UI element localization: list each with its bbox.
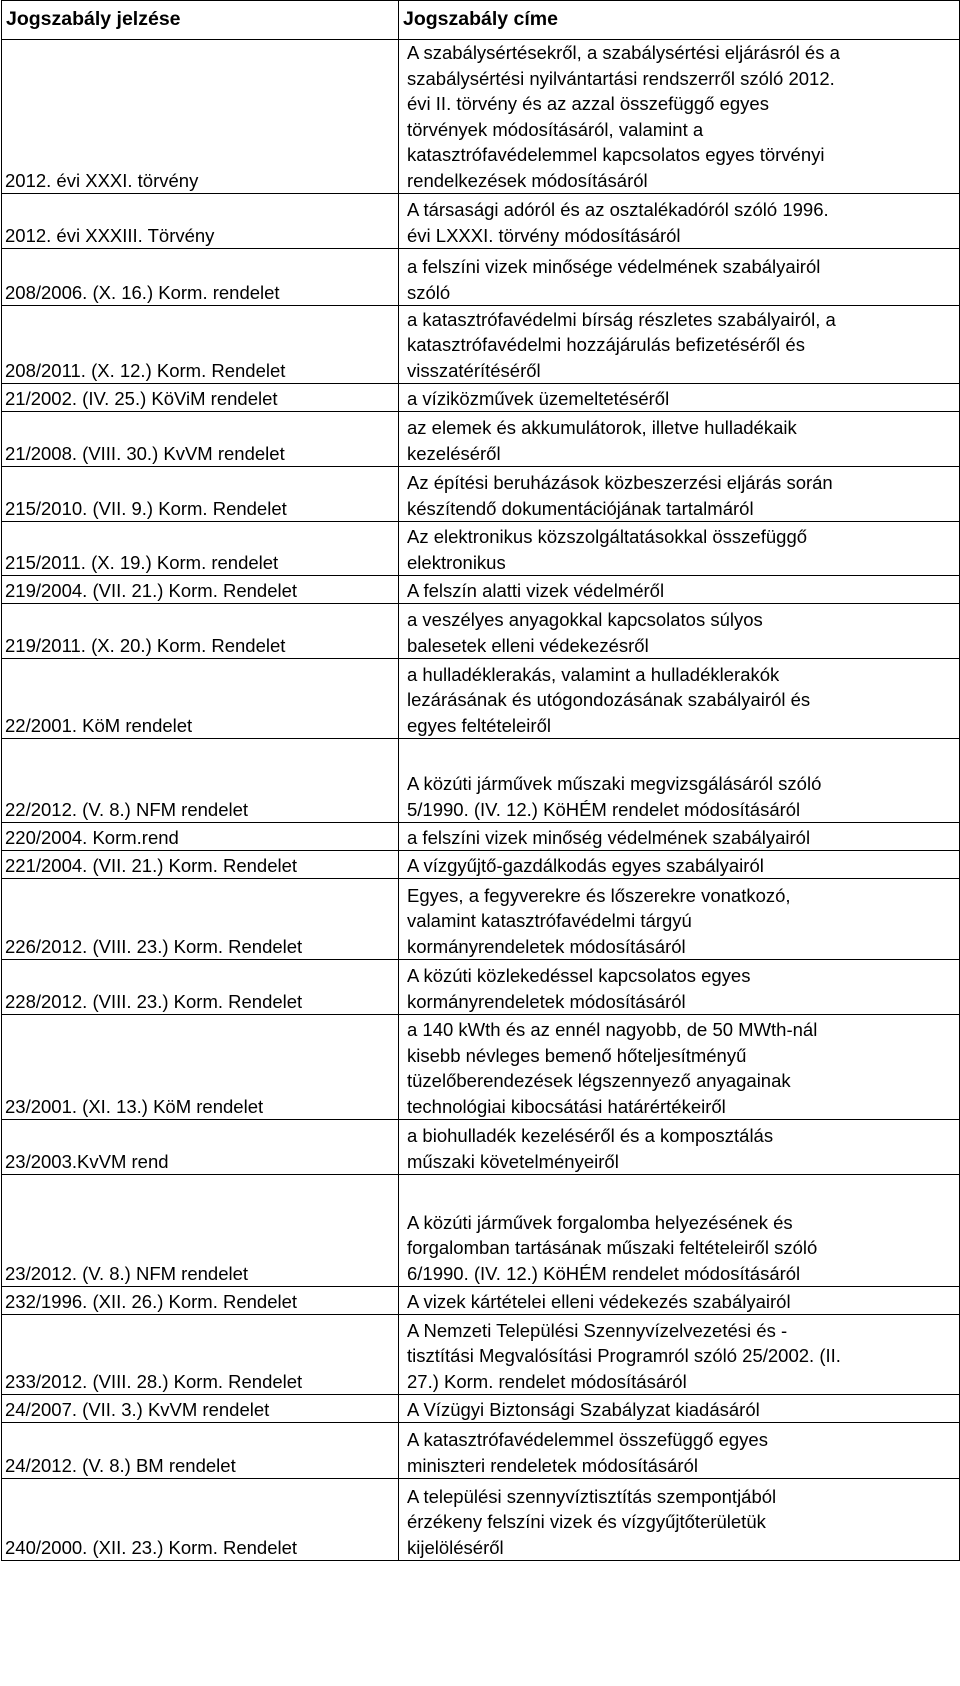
table-row	[2, 604, 960, 659]
law-title-line: a felszíni vizek minőség védelmének szabályairól	[407, 826, 811, 848]
law-title-line: az elemek és akkumulátorok, illetve hulladékaik	[407, 417, 797, 438]
column-header-title: Jogszabály címe	[399, 1, 960, 40]
law-title-cell	[399, 249, 960, 306]
law-title-line: A társasági adóról és az osztalékadóról szóló 1996.	[407, 199, 829, 220]
table-row	[2, 1395, 960, 1423]
law-title-line: a katasztrófavédelmi bírság részletes szabályairól, a	[407, 308, 836, 330]
law-id-cell: 24/2007. (VII. 3.) KvVM rendelet	[2, 1395, 399, 1423]
law-title-line: 27.) Korm. rendelet módosításáról	[407, 1370, 687, 1392]
law-title-line: a víziközművek üzemeltetéséről	[407, 387, 670, 409]
table-row	[2, 1423, 960, 1479]
law-title-line: kormányrendeletek módosításáról	[407, 935, 686, 957]
law-title-line: szabálysértési nyilvántartási rendszerről szóló 2012.	[407, 67, 835, 89]
law-title-line: készítendő dokumentációjának tartalmáról	[407, 497, 754, 519]
table-row	[2, 960, 960, 1015]
law-title-line: A vízgyűjtő-gazdálkodás egyes szabályairól	[407, 854, 764, 876]
law-title-cell	[399, 1423, 960, 1479]
law-title-line: katasztrófavédelemmel kapcsolatos egyes törvényi	[407, 144, 825, 165]
law-id-cell: 2012. évi XXXI. törvény	[2, 40, 399, 194]
law-title-line: A közúti járművek műszaki megvizsgálásáról szóló	[407, 773, 822, 794]
table-row	[2, 1287, 960, 1315]
law-title-cell	[399, 739, 960, 823]
table-row	[2, 1175, 960, 1287]
law-title-cell	[399, 384, 960, 412]
law-title-line: kijelöléséről	[407, 1536, 504, 1558]
law-id-cell: 24/2012. (V. 8.) BM rendelet	[2, 1423, 399, 1479]
law-title-line: A felszín alatti vizek védelméről	[407, 579, 665, 601]
law-id-cell: 21/2008. (VIII. 30.) KvVM rendelet	[2, 412, 399, 467]
law-title-line: tüzelőberendezések légszennyező anyagainak	[407, 1070, 791, 1091]
law-title-line: érzékeny felszíni vizek és vízgyűjtőterületük	[407, 1511, 766, 1532]
law-title-cell	[399, 823, 960, 851]
law-title-line: műszaki követelményeiről	[407, 1150, 619, 1172]
law-id-cell: 219/2004. (VII. 21.) Korm. Rendelet	[2, 576, 399, 604]
law-title-line: Egyes, a fegyverekre és lőszerekre vonatkozó,	[407, 884, 791, 906]
table-row	[2, 384, 960, 412]
law-title-line: a felszíni vizek minősége védelmének szabályairól	[407, 256, 821, 277]
table-row	[2, 40, 960, 194]
table-row	[2, 1315, 960, 1395]
table-row	[2, 659, 960, 739]
law-id-cell: 240/2000. (XII. 23.) Korm. Rendelet	[2, 1479, 399, 1561]
law-title-line: forgalomban tartásának műszaki feltételeiről szóló	[407, 1237, 818, 1258]
law-title-line: visszatérítéséről	[407, 359, 541, 381]
law-id-cell: 226/2012. (VIII. 23.) Korm. Rendelet	[2, 879, 399, 960]
law-title-line: A települési szennyvíztisztítás szempontjából	[407, 1485, 777, 1507]
law-id-cell: 215/2010. (VII. 9.) Korm. Rendelet	[2, 467, 399, 522]
law-title-line: A közúti közlekedéssel kapcsolatos egyes	[407, 965, 751, 986]
law-title-cell	[399, 1287, 960, 1315]
law-title-cell	[399, 467, 960, 522]
law-title-line: technológiai kibocsátási határértékeiről	[407, 1095, 726, 1117]
law-title-cell	[399, 1175, 960, 1287]
law-title-cell	[399, 960, 960, 1015]
law-title-line: elektronikus	[407, 551, 506, 573]
legislation-table	[1, 0, 960, 1561]
law-title-line: kisebb névleges bemenő hőteljesítményű	[407, 1044, 747, 1066]
law-title-line: szóló	[407, 281, 451, 303]
table-row	[2, 851, 960, 879]
law-title-cell	[399, 1395, 960, 1423]
law-title-line: tisztítási Megvalósítási Programról szóló 25/2002. (II.	[407, 1345, 841, 1366]
law-title-line: 6/1990. (IV. 12.) KöHÉM rendelet módosításáról	[407, 1262, 801, 1284]
law-title-line: egyes feltételeiről	[407, 714, 551, 736]
law-id-cell: 23/2012. (V. 8.) NFM rendelet	[2, 1175, 399, 1287]
law-id-cell: 219/2011. (X. 20.) Korm. Rendelet	[2, 604, 399, 659]
law-id-cell: 208/2011. (X. 12.) Korm. Rendelet	[2, 306, 399, 384]
table-row	[2, 306, 960, 384]
law-title-cell	[399, 522, 960, 576]
law-title-line: Az építési beruházások közbeszerzési eljárás során	[407, 472, 833, 493]
table-row	[2, 1479, 960, 1561]
table-row	[2, 823, 960, 851]
law-id-cell: 21/2002. (IV. 25.) KöViM rendelet	[2, 384, 399, 412]
law-title-line: törvények módosításáról, valamint a	[407, 118, 704, 140]
law-id-cell: 221/2004. (VII. 21.) Korm. Rendelet	[2, 851, 399, 879]
law-title-line: kormányrendeletek módosításáról	[407, 990, 686, 1012]
law-id-cell: 233/2012. (VIII. 28.) Korm. Rendelet	[2, 1315, 399, 1395]
law-title-cell	[399, 879, 960, 960]
law-title-line: A Nemzeti Települési Szennyvízelvezetési és -	[407, 1319, 788, 1341]
law-title-cell	[399, 1120, 960, 1175]
law-title-cell	[399, 604, 960, 659]
table-row	[2, 739, 960, 823]
law-id-cell: 23/2003.KvVM rend	[2, 1120, 399, 1175]
law-title-line: kezeléséről	[407, 442, 501, 464]
law-title-cell	[399, 306, 960, 384]
law-title-line: A szabálysértésekről, a szabálysértési eljárásról és a	[407, 42, 840, 63]
law-id-cell: 22/2012. (V. 8.) NFM rendelet	[2, 739, 399, 823]
law-title-line: évi LXXXI. törvény módosításáról	[407, 224, 681, 246]
table-row	[2, 194, 960, 249]
law-id-cell: 228/2012. (VIII. 23.) Korm. Rendelet	[2, 960, 399, 1015]
law-title-cell	[399, 194, 960, 249]
table-row	[2, 412, 960, 467]
law-title-line: valamint katasztrófavédelmi tárgyú	[407, 910, 692, 931]
table-body	[2, 40, 960, 1561]
law-title-cell	[399, 412, 960, 467]
law-title-cell	[399, 659, 960, 739]
law-title-line: lezárásának és utógondozásának szabályairól és	[407, 689, 811, 710]
table-row	[2, 522, 960, 576]
table-row	[2, 1015, 960, 1120]
table-row	[2, 1120, 960, 1175]
table-row	[2, 879, 960, 960]
law-id-cell: 232/1996. (XII. 26.) Korm. Rendelet	[2, 1287, 399, 1315]
table-row	[2, 576, 960, 604]
law-id-cell: 22/2001. KöM rendelet	[2, 659, 399, 739]
law-title-cell	[399, 1315, 960, 1395]
law-title-line: A vizek kártételei elleni védekezés szabályairól	[407, 1290, 791, 1312]
table-row	[2, 249, 960, 306]
law-id-cell: 2012. évi XXXIII. Törvény	[2, 194, 399, 249]
header-row	[2, 1, 960, 40]
law-id-cell: 23/2001. (XI. 13.) KöM rendelet	[2, 1015, 399, 1120]
table-row	[2, 467, 960, 522]
law-title-cell	[399, 1479, 960, 1561]
law-title-line: A Vízügyi Biztonsági Szabályzat kiadásáról	[407, 1398, 760, 1420]
law-title-line: rendelkezések módosításáról	[407, 169, 648, 191]
law-title-cell	[399, 851, 960, 879]
law-title-line: 5/1990. (IV. 12.) KöHÉM rendelet módosításáról	[407, 798, 801, 820]
law-title-line: a hulladéklerakás, valamint a hulladéklerakók	[407, 663, 780, 685]
column-header-id: Jogszabály jelzése	[2, 1, 399, 40]
law-title-line: A katasztrófavédelemmel összefüggő egyes	[407, 1429, 768, 1450]
law-title-line: a biohulladék kezeléséről és a komposztálás	[407, 1125, 774, 1146]
law-title-line: miniszteri rendeletek módosításáról	[407, 1454, 698, 1476]
law-title-line: Az elektronikus közszolgáltatásokkal összefüggő	[407, 526, 808, 547]
law-title-line: évi II. törvény és az azzal összefüggő egyes	[407, 93, 769, 114]
law-title-line: balesetek elleni védekezésről	[407, 634, 649, 656]
law-title-line: a 140 kWth és az ennél nagyobb, de 50 MWth-nál	[407, 1019, 818, 1040]
law-title-cell	[399, 1015, 960, 1120]
law-id-cell: 208/2006. (X. 16.) Korm. rendelet	[2, 249, 399, 306]
law-title-line: A közúti járművek forgalomba helyezésének és	[407, 1211, 793, 1233]
law-title-cell	[399, 576, 960, 604]
law-title-cell	[399, 40, 960, 194]
law-id-cell: 215/2011. (X. 19.) Korm. rendelet	[2, 522, 399, 576]
law-id-cell: 220/2004. Korm.rend	[2, 823, 399, 851]
law-title-line: katasztrófavédelmi hozzájárulás befizetéséről és	[407, 334, 805, 355]
law-title-line: a veszélyes anyagokkal kapcsolatos súlyos	[407, 609, 763, 630]
